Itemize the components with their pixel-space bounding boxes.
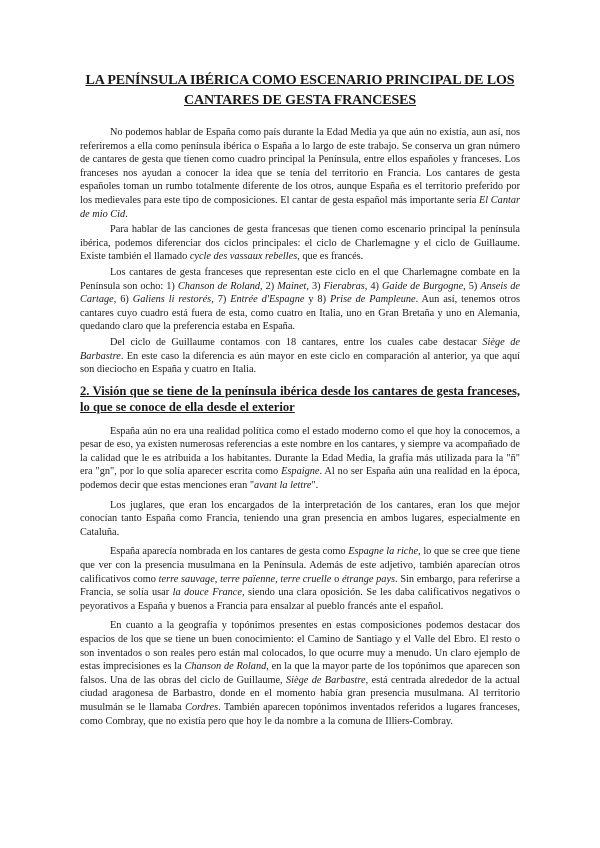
paragraph-spain-reality: España aún no era una realidad política como el estado moderno como el que hoy la conocemos, a pesar de eso, ya existen numerosas referencias a este nombre en los cantares, y siempre va acompañado de la calidad que le es atribuida a los habitantes. Durante la Edad Media, la grafía más utilizada para la "ñ" era "gn", por lo que solía aparecer escrita como Espaigne. Al no ser España aún una realidad en la época, podemos decir que estas menciones eran "avant la lettre".	[80, 425, 520, 492]
paragraph-intro: No podemos hablar de España como país durante la Edad Media ya que aún no existía, aun así, nos referiremos a ella como península ibérica o España a lo largo de este trabajo. Se conserva un gran número de cantares de gesta que tienen como cuadro principal la Península, entre ellos españoles y franceses. Los franceses nos ayudan a conocer la idea que se tenía del territorio en Francia. Los cantares de gesta españoles toman un rumbo totalmente diferente de los otros, aunque España es el territorio preferido por los medievales para este tipo de composiciones. El cantar de gesta español más importante sería El Cantar de mio Cid.	[80, 127, 520, 220]
work-title: Mainet	[277, 280, 307, 292]
term: étrange pays	[341, 573, 396, 585]
term: Espaigne	[281, 466, 320, 478]
term: la douce France	[172, 587, 242, 599]
work-title: Siège de Barbastre	[286, 674, 366, 686]
place-name: Cordres	[185, 701, 219, 713]
document-body	[80, 126, 520, 728]
work-title: Entrée d'Espagne	[230, 294, 305, 306]
work-title: Prise de Pampleune	[329, 294, 416, 306]
work-title: Siège de Barbastre	[80, 336, 520, 362]
work-title: Anseis de Cartage	[80, 280, 520, 306]
paragraph-spain-naming: España aparecía nombrada en los cantares de gesta como Espagne la riche, lo que se cree que tiene que ver con la presencia musulmana en la Península. Además de este adjetivo, también aparecían otros calificativos como terre sauvage, terre païenne, terre cruelle o étrange pays. Sin embargo, para referirse a Francia, se solía usar la douce France, siendo una clara oposición. Se les daba calificativos negativos o peyorativos a España y buenos a Francia para ensalzar al pueblo francés ante el español.	[80, 546, 521, 612]
term: terre sauvage	[158, 573, 215, 585]
work-title: Chanson de Roland	[184, 661, 267, 673]
work-title: Chanson de Roland	[177, 280, 261, 292]
work-title: Gaide de Burgogne	[382, 280, 464, 292]
work-title: Fierabras	[323, 280, 365, 292]
term: terre païenne	[220, 573, 276, 585]
paragraph-guillaume-cycle: Del ciclo de Guillaume contamos con 18 cantares, entre los cuales cabe destacar Siège de Barbastre. En este caso la diferencia es aún mayor en este ciclo en comparación al anterior, ya que aquí son dieciocho en España y cuatro en Italia.	[80, 336, 520, 376]
term: Espagne la riche	[348, 546, 419, 558]
document-title: LA PENÍNSULA IBÉRICA COMO ESCENARIO PRINCIPAL DE LOS CANTARES DE GESTA FRANCESES	[85, 73, 515, 108]
work-title: Galiens li restorés	[132, 294, 212, 306]
cycle-name: cycle des vassaux rebelles	[189, 251, 298, 263]
paragraph-cycles: Para hablar de las canciones de gesta francesas que tienen como escenario principal la península ibérica, podemos diferenciar dos ciclos principales: el ciclo de Charlemagne y el ciclo de Guillaume. Existe también el llamado cycle des vassaux rebelles, que es francés.	[80, 224, 520, 263]
section-heading: 2. Visión que se tiene de la península ibérica desde los cantares de gesta franceses, lo que se conoce de ella desde el exterior	[80, 383, 520, 414]
paragraph-charlemagne-cycle: Los cantares de gesta franceses que representan este ciclo en el que Charlemagne combate en la Península son ocho: 1) Chanson de Roland, 2) Mainet, 3) Fierabras, 4) Gaide de Burgogne, 5) Anseis de Cartage, 6) Galiens li restorés, 7) Entrée d'Espagne y 8) Prise de Pampleune. Aun así, tenemos otros cantares cuyo cuadro está fuera de esta, como cuatro en Italia, uno en Gran Bretaña y uno en Alemania, quedando claro que la preferencia estaba en España.	[80, 266, 520, 333]
term: avant la lettre	[254, 480, 312, 492]
work-title: El Cantar de mio Cid	[80, 194, 520, 220]
term: terre cruelle	[280, 573, 332, 585]
paragraph-juglares: Los juglares, que eran los encargados de la interpretación de los cantares, eran los que mejor conocían tanto España como Francia, teniendo una gran presencia en ambos lugares, especialmente en Cataluña.	[80, 499, 520, 538]
paragraph-geography: En cuanto a la geografía y topónimos presentes en estas composiciones podemos destacar dos espacios de los que se tiene un buen conocimiento: el Camino de Santiago y el Valle del Ebro. El resto o son inventados o son reales pero están mal colocados, lo que ocurre muy a menudo. Un claro ejemplo de estas imprecisiones es la Chanson de Roland, en la que la mayor parte de los topónimos que aparecen son falsos. Una de las obras del ciclo de Guillaume, Siège de Barbastre, está centrada alrededor de la actual ciudad aragonesa de Barbastro, donde en el momento había gran presencia musulmana. Al territorio musulmán se le llamaba Cordres. También aparecen topónimos inventados referidos a lugares franceses, como Combray, que no existía pero que hoy le da nombre a la comuna de Illiers-Combray.	[80, 620, 520, 727]
